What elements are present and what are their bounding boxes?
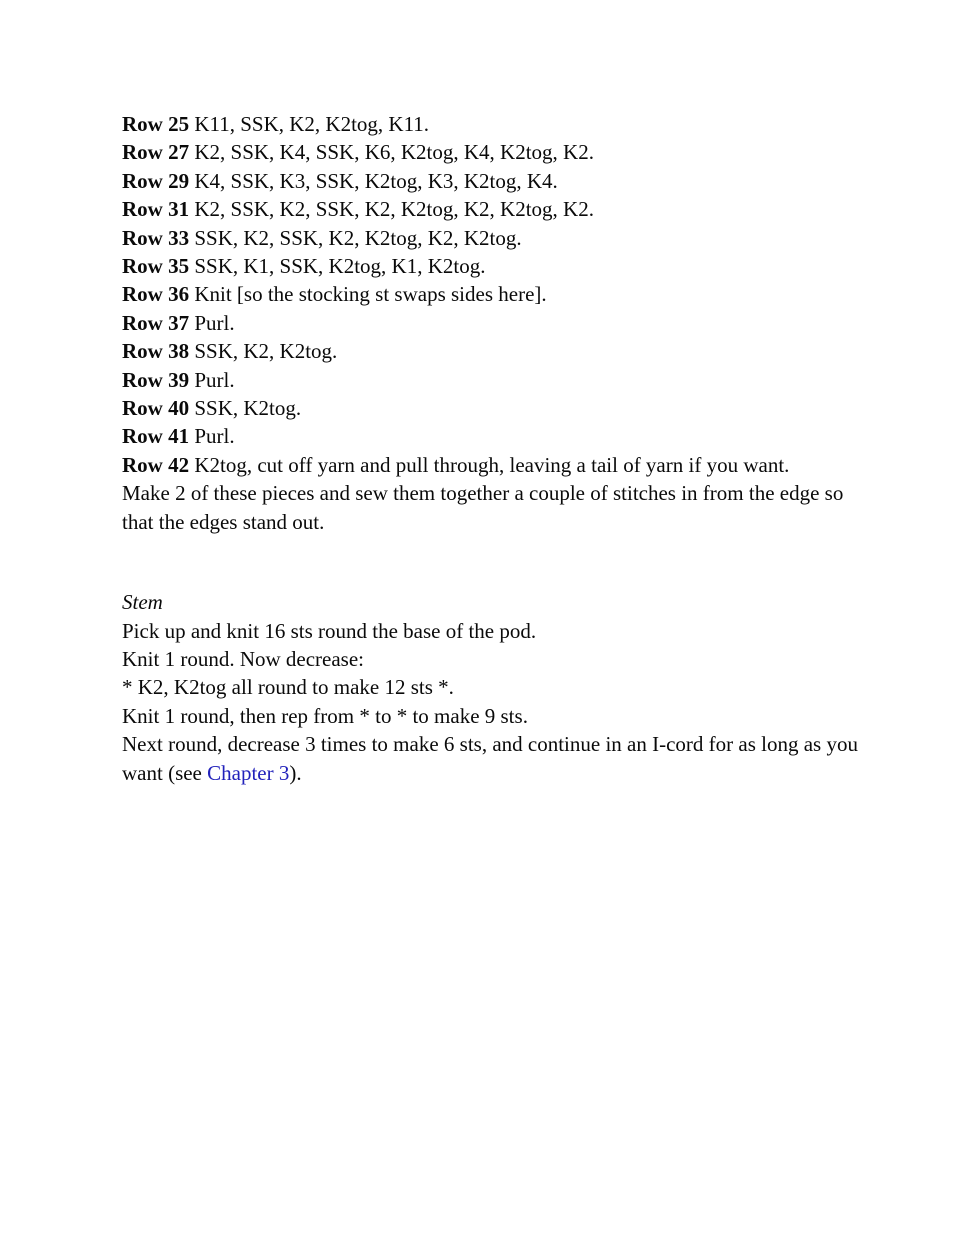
row-label: Row 27 xyxy=(122,140,190,165)
row-label: Row 36 xyxy=(122,282,190,307)
row-label: Row 41 xyxy=(122,424,190,449)
stem-last-line xyxy=(122,730,860,787)
row-label: Row 42 xyxy=(122,452,190,477)
chapter-3-link[interactable]: Chapter 3 xyxy=(207,760,290,785)
pattern-row xyxy=(122,280,860,308)
pattern-row xyxy=(122,366,860,394)
pattern-row xyxy=(122,224,860,252)
row-instructions: K2tog, cut off yarn and pull through, leaving a tail of yarn if you want. xyxy=(189,452,790,477)
text-block xyxy=(122,110,860,787)
make-note: Make 2 of these pieces and sew them together a couple of stitches in from the edge so that the edges stand out. xyxy=(122,481,844,534)
row-label: Row 37 xyxy=(122,310,190,335)
row-label: Row 39 xyxy=(122,367,190,392)
stem-heading: Stem xyxy=(122,590,163,615)
row-instructions: Purl. xyxy=(189,310,235,335)
pattern-row xyxy=(122,167,860,195)
stem-last-line-end: ). xyxy=(289,760,302,785)
row-label: Row 40 xyxy=(122,396,190,421)
pattern-row xyxy=(122,451,860,479)
row-label: Row 25 xyxy=(122,112,190,136)
pattern-row xyxy=(122,138,860,166)
row-label: Row 33 xyxy=(122,225,190,250)
stem-line: * K2, K2tog all round to make 12 sts *. xyxy=(122,675,454,700)
pattern-row xyxy=(122,252,860,280)
row-label: Row 38 xyxy=(122,339,190,364)
pattern-row xyxy=(122,309,860,337)
row-instructions: K4, SSK, K3, SSK, K2tog, K3, K2tog, K4. xyxy=(189,168,558,193)
row-instructions: K2, SSK, K4, SSK, K6, K2tog, K4, K2tog, K2. xyxy=(189,140,594,165)
stem-line: Knit 1 round. Now decrease: xyxy=(122,646,365,671)
pattern-row xyxy=(122,394,860,422)
pattern-row xyxy=(122,110,860,138)
row-label: Row 29 xyxy=(122,168,190,193)
row-instructions: K2, SSK, K2, SSK, K2, K2tog, K2, K2tog, K2. xyxy=(189,197,594,222)
stem-line: Knit 1 round, then rep from * to * to make 9 sts. xyxy=(122,703,528,728)
row-instructions: SSK, K1, SSK, K2tog, K1, K2tog. xyxy=(189,254,486,279)
stem-last-line-text: Next round, decrease 3 times to make 6 sts, and continue in an I-cord for as long as you want (see xyxy=(122,732,858,785)
stem-section xyxy=(122,588,860,787)
pattern-row xyxy=(122,195,860,223)
row-instructions: Purl. xyxy=(189,367,235,392)
row-instructions: SSK, K2tog. xyxy=(189,396,302,421)
row-instructions: K11, SSK, K2, K2tog, K11. xyxy=(189,112,430,136)
pattern-row xyxy=(122,422,860,450)
row-instructions: SSK, K2, SSK, K2, K2tog, K2, K2tog. xyxy=(189,225,522,250)
row-label: Row 35 xyxy=(122,254,190,279)
stem-line: Pick up and knit 16 sts round the base of the pod. xyxy=(122,618,537,643)
row-label: Row 31 xyxy=(122,197,190,222)
pattern-row xyxy=(122,337,860,365)
row-instructions: Purl. xyxy=(189,424,235,449)
row-instructions: Knit [so the stocking st swaps sides here]. xyxy=(189,282,547,307)
row-instructions: SSK, K2, K2tog. xyxy=(189,339,338,364)
